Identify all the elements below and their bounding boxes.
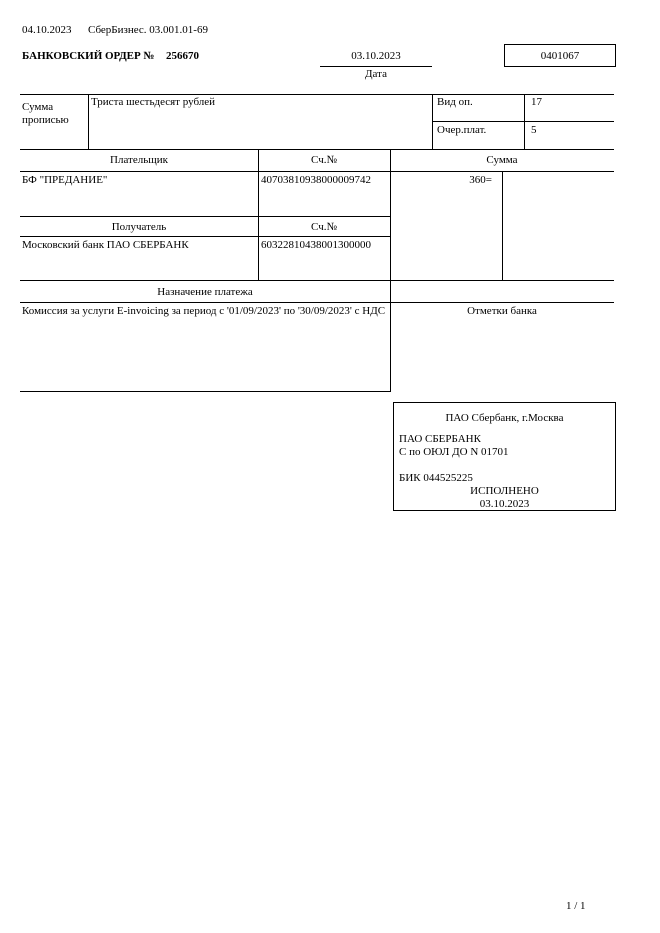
op-type-label: Вид оп. — [437, 96, 473, 108]
payer-name: БФ "ПРЕДАНИЕ" — [22, 174, 108, 186]
rule-optype-mid — [432, 121, 614, 122]
stamp-line1: ПАО СБЕРБАНК — [399, 433, 481, 445]
rule-purpose-header — [20, 302, 614, 303]
payer-account: 40703810938000009742 — [261, 174, 371, 186]
sum-label: Сумма — [486, 154, 518, 166]
sum-value: 360= — [469, 174, 492, 186]
rule-amount-bottom — [20, 149, 614, 150]
priority-value: 5 — [531, 124, 537, 136]
divider-sum-col — [390, 149, 391, 391]
recipient-account: 60322810438001300000 — [261, 239, 371, 251]
recipient-label: Получатель — [111, 221, 167, 233]
stamp-status: ИСПОЛНЕНО — [470, 485, 539, 497]
stamp-bank-name: ПАО Сбербанк, г.Москва — [445, 412, 564, 424]
rule-payer-header — [20, 171, 614, 172]
stamp-date: 03.10.2023 — [479, 498, 530, 510]
document-title — [22, 50, 199, 63]
page-number: 1 / 1 — [566, 900, 586, 912]
recipient-name: Московский банк ПАО СБЕРБАНК — [22, 239, 189, 251]
payer-account-label: Сч.№ — [311, 154, 337, 166]
payer-label: Плательщик — [110, 154, 168, 166]
divider-sum-inner — [502, 171, 503, 280]
divider-account-col — [258, 149, 259, 280]
rule-purpose-top — [20, 280, 614, 281]
op-type-value: 17 — [531, 96, 542, 108]
order-number: 256670 — [166, 50, 200, 62]
amount-words-label: Сумма прописью — [22, 101, 69, 126]
date-label: Дата — [365, 68, 387, 80]
purpose-label: Назначение платежа — [157, 286, 253, 298]
purpose-text: Комиссия за услуги E-invoicing за период с '01/09/2023' по '30/09/2023' с НДС — [22, 305, 386, 317]
form-code: 0401067 — [540, 50, 580, 62]
divider-amount-label — [88, 94, 89, 149]
system-version: СберБизнес. 03.001.01-69 — [88, 24, 208, 36]
bank-stamp — [393, 402, 616, 511]
rule-recipient-top — [20, 216, 390, 217]
rule-purpose-bottom — [20, 391, 391, 392]
stamp-bik: БИК 044525225 — [399, 472, 473, 484]
priority-label: Очер.плат. — [437, 124, 487, 136]
recipient-account-label: Сч.№ — [311, 221, 337, 233]
bank-marks-label: Отметки банка — [467, 305, 537, 317]
rule-recipient-header — [20, 236, 390, 237]
order-title: БАНКОВСКИЙ ОРДЕР № — [22, 50, 155, 62]
order-date: 03.10.2023 — [351, 50, 401, 62]
form-code-box — [504, 44, 616, 67]
print-date: 04.10.2023 — [22, 24, 72, 36]
date-underline — [320, 66, 432, 67]
amount-words-value: Триста шестьдесят рублей — [91, 96, 216, 108]
stamp-line2: С по ОЮЛ ДО N 01701 — [399, 446, 509, 458]
